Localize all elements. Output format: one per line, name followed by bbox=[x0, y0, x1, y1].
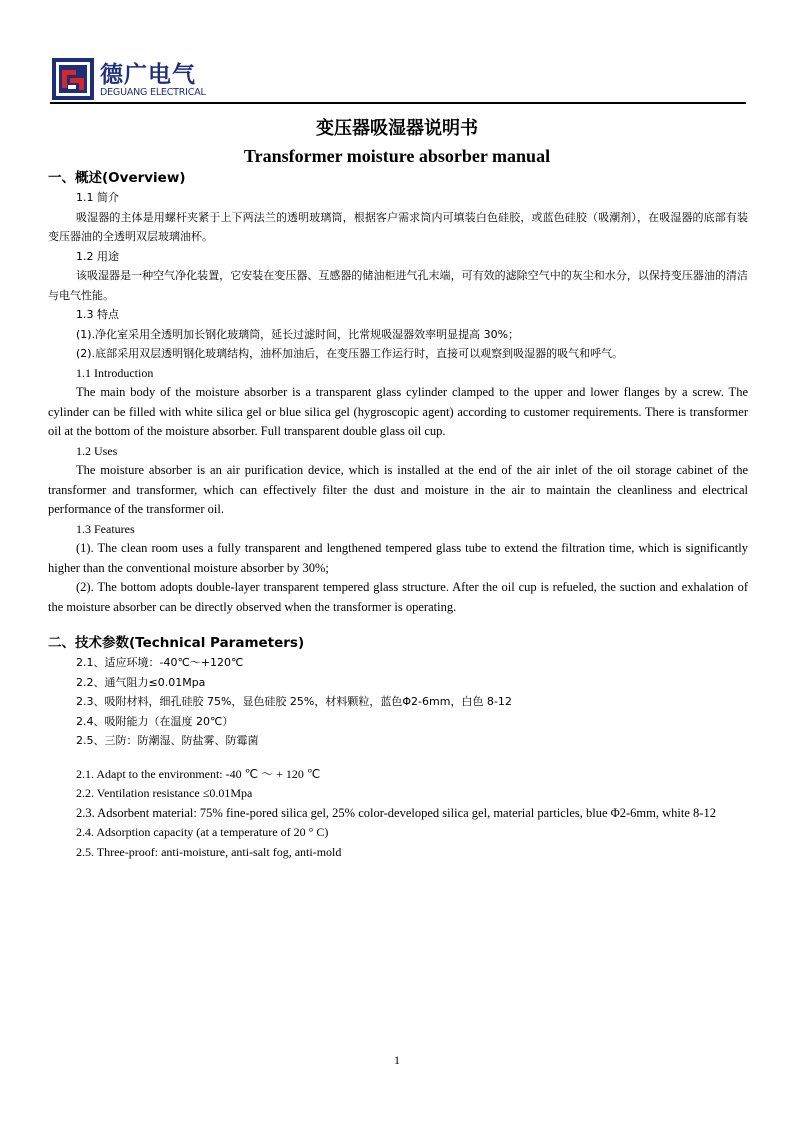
en-param-item: 2.2. Ventilation resistance ≤0.01Mpa bbox=[76, 786, 253, 800]
cn-intro-text: 吸湿器的主体是用螺杆夹紧于上下两法兰的透明玻璃筒，根据客户需求筒内可填装白色硅胶，或蓝色硅胶（吸潮剂），在吸湿器的底部有装变压器油的全透明双层玻璃油杯。 bbox=[48, 210, 748, 243]
deguang-logo-icon bbox=[52, 58, 94, 100]
section-overview-heading: 一、概述(Overview) bbox=[48, 170, 186, 186]
page-number: 1 bbox=[394, 1053, 400, 1067]
en-param-item: 2.5. Three-proof: anti-moisture, anti-salt fog, anti-mold bbox=[76, 844, 342, 859]
logo-chinese-name: 德广电气 bbox=[100, 62, 196, 88]
page-header bbox=[50, 56, 746, 104]
section-technical-parameters-heading: 二、技术参数(Technical Parameters) bbox=[48, 635, 305, 651]
cn-feature-1: (1).净化室采用全透明加长钢化玻璃筒，延长过滤时间，比常规吸湿器效率明显提高 30%； bbox=[76, 327, 520, 341]
en-param-item: 2.3. Adsorbent material: 75% fine-pored silica gel, 25% color-developed silica gel, material particles, blue Φ2-6mm, white 8-12 bbox=[76, 805, 716, 820]
param-spacer bbox=[48, 751, 748, 765]
document-body bbox=[48, 168, 748, 862]
document-title-chinese: 变压器吸湿器说明书 bbox=[316, 118, 478, 139]
cn-uses-text: 该吸湿器是一种空气净化装置，它安装在变压器、互感器的储油柜进气孔末端，可有效的滤除空气中的灰尘和水分，以保持变压器油的清洁与电气性能。 bbox=[48, 269, 748, 302]
en-param-item: 2.1. Adapt to the environment: -40 ℃ ～ + 120 ℃ bbox=[76, 766, 321, 781]
section-spacer bbox=[48, 617, 748, 633]
cn-param-item: 2.4、吸附能力（在温度 20℃） bbox=[76, 714, 234, 728]
cn-feature-2: (2).底部采用双层透明钢化玻璃结构，油杯加油后，在变压器工作运行时，直接可以观察到吸湿器的吸气和呼气。 bbox=[76, 347, 624, 360]
cn-param-item: 2.2、通气阻力≤0.01Mpa bbox=[76, 675, 206, 689]
cn-features-label: 1.3 特点 bbox=[76, 308, 119, 321]
en-intro-text: The main body of the moisture absorber is a transparent glass cylinder clamped to the upper and lower flanges by a screw. The cylinder can be filled with white silica gel or blue silica gel (hygroscopic agent) according to customer requirements. There is transformer oil at the bottom of the moisture absorber. Full transparent double glass oil cup. bbox=[48, 385, 748, 438]
logo-english-name: DEGUANG ELECTRICAL bbox=[100, 87, 206, 98]
en-intro-label: 1.1 Introduction bbox=[76, 365, 154, 380]
cn-param-item: 2.3、吸附材料，细孔硅胶 75%，显色硅胶 25%，材料颗粒，蓝色Φ2-6mm，白色 8-12 bbox=[76, 695, 512, 708]
cn-intro-label: 1.1 简介 bbox=[76, 191, 119, 204]
cn-uses-label: 1.2 用途 bbox=[76, 249, 119, 263]
en-uses-label: 1.2 Uses bbox=[76, 443, 118, 458]
en-param-item: 2.4. Adsorption capacity (at a temperature of 20 ° C) bbox=[76, 825, 329, 839]
cn-param-item: 2.5、三防：防潮湿、防盐雾、防霉菌 bbox=[76, 734, 259, 747]
en-features-label: 1.3 Features bbox=[76, 521, 135, 536]
en-feature-1: (1). The clean room uses a fully transparent and lengthened tempered glass tube to extend the filtration time, which is significantly higher than the conventional moisture absorber by 30%; bbox=[48, 541, 748, 575]
document-title-english: Transformer moisture absorber manual bbox=[243, 146, 551, 166]
header-rule bbox=[50, 102, 746, 104]
en-feature-2: (2). The bottom adopts double-layer transparent tempered glass structure. After the oil cup is refueled, the suction and exhalation of the moisture absorber can be directly observed when the transformer is operating. bbox=[48, 580, 748, 614]
en-uses-text: The moisture absorber is an air purification device, which is installed at the end of the air inlet of the oil storage cabinet of the transformer and transformer, which can effectively filter the dust and moisture in the air to maintain the cleanliness and electrical performance of the transformer oil. bbox=[48, 463, 748, 516]
cn-param-item: 2.1、适应环境：-40℃～+120℃ bbox=[76, 656, 244, 669]
